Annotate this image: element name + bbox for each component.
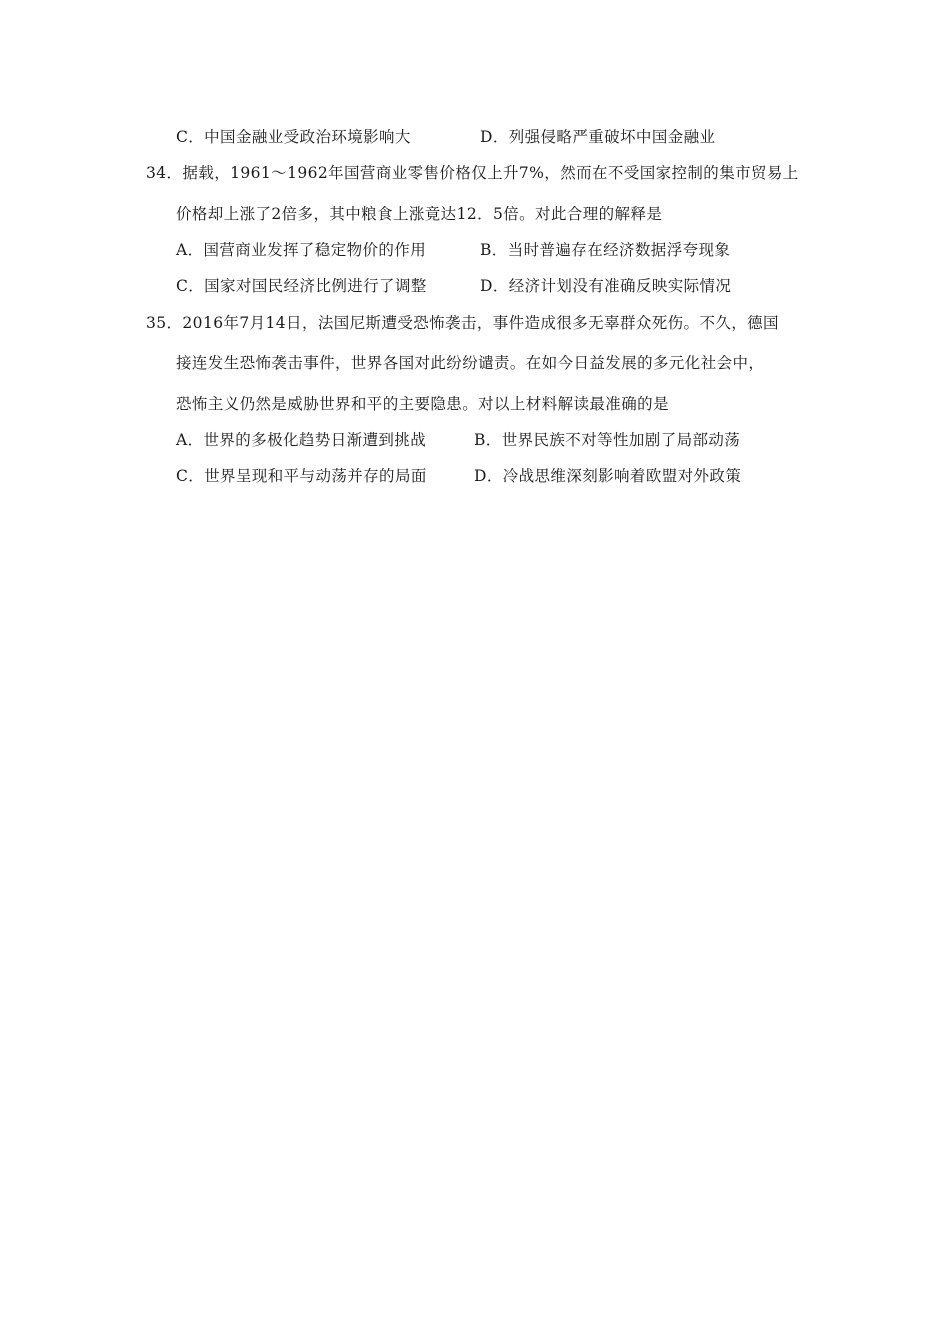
q34-option-b: B．当时普遍存在经济数据浮夸现象 — [480, 241, 731, 259]
q35-option-b: B．世界民族不对等性加剧了局部动荡 — [474, 431, 741, 449]
q33-option-d: D．列强侵略严重破坏中国金融业 — [480, 128, 716, 146]
q34-option-c: C．国家对国民经济比例进行了调整 — [176, 277, 427, 295]
q33-option-c: C．中国金融业受政治环境影响大 — [176, 128, 411, 146]
q35-option-c: C．世界呈现和平与动荡并存的局面 — [176, 467, 427, 485]
q35-option-a: A．世界的多极化趋势日渐遭到挑战 — [176, 431, 427, 449]
q35-stem-line-1: 35．2016年7月14日，法国尼斯遭受恐怖袭击，事件造成很多无辜群众死伤。不久，德国 — [146, 314, 779, 332]
q34-stem-line-2: 价格却上涨了2倍多，其中粮食上涨竟达12．5倍。对此合理的解释是 — [176, 205, 663, 223]
q34-stem-line-1: 34．据载，1961～1962年国营商业零售价格仅上升7%，然而在不受国家控制的集市贸易上 — [146, 164, 799, 182]
q35-option-d: D．冷战思维深刻影响着欧盟对外政策 — [474, 467, 742, 485]
q35-stem-line-2: 接连发生恐怖袭击事件，世界各国对此纷纷谴责。在如今日益发展的多元化社会中， — [176, 354, 765, 372]
q34-option-d: D．经济计划没有准确反映实际情况 — [480, 277, 732, 295]
q34-option-a: A．国营商业发挥了稳定物价的作用 — [176, 241, 427, 259]
q35-stem-line-3: 恐怖主义仍然是威胁世界和平的主要隐患。对以上材料解读最准确的是 — [176, 395, 669, 413]
